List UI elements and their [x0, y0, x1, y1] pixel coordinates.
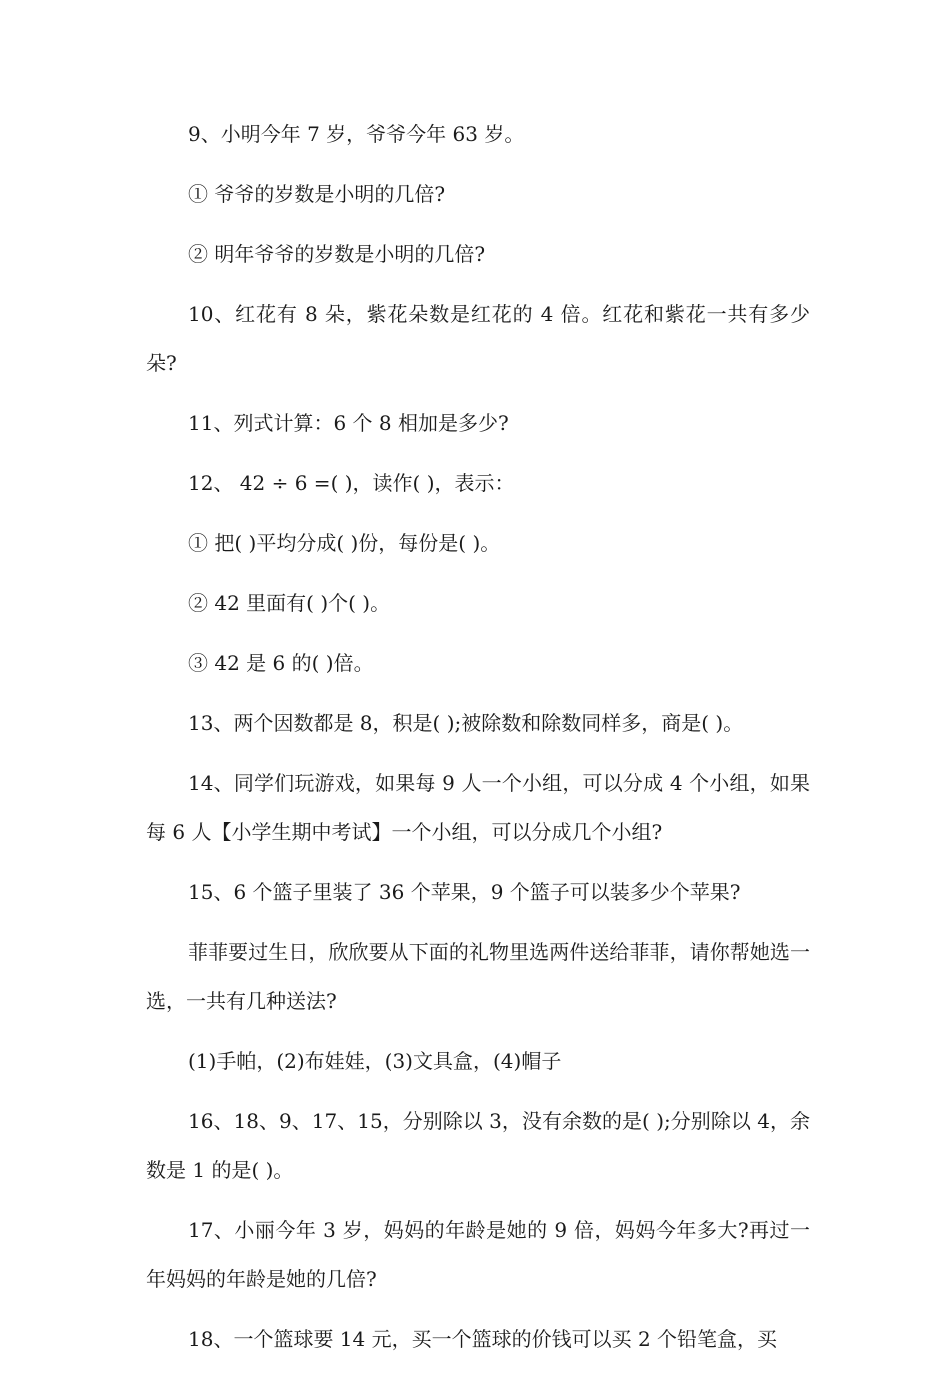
question-13: 13、两个因数都是 8，积是( );被除数和除数同样多，商是( )。: [188, 711, 744, 735]
question-17: 17、小丽今年 3 岁，妈妈的年龄是她的 9 倍，妈妈今年多大?再过一年妈妈的年龄是她的几倍?: [146, 1218, 810, 1291]
question-10: 10、红花有 8 朵，紫花朵数是红花的 4 倍。红花和紫花一共有多少朵?: [146, 302, 810, 375]
document-page: [146, 110, 810, 1375]
question-12-part-3: ③ 42 是 6 的( )倍。: [188, 651, 374, 675]
question-12-part-1: ① 把( )平均分成( )份，每份是( )。: [188, 531, 501, 555]
question-9: 9、小明今年 7 岁，爷爷今年 63 岁。: [188, 122, 525, 146]
gift-options: (1)手帕，(2)布娃娃，(3)文具盒，(4)帽子: [188, 1049, 562, 1073]
question-9-part-2: ② 明年爷爷的岁数是小明的几倍?: [188, 242, 486, 266]
gift-question: 菲菲要过生日，欣欣要从下面的礼物里选两件送给菲菲，请你帮她选一选，一共有几种送法?: [146, 940, 810, 1013]
question-14: 14、同学们玩游戏，如果每 9 人一个小组，可以分成 4 个小组，如果每 6 人【小学生期中考试】一个小组，可以分成几个小组?: [146, 771, 810, 844]
question-15: 15、6 个篮子里装了 36 个苹果，9 个篮子可以装多少个苹果?: [188, 880, 741, 904]
question-18: 18、一个篮球要 14 元，买一个篮球的价钱可以买 2 个铅笔盒，买: [188, 1327, 778, 1351]
question-11: 11、列式计算：6 个 8 相加是多少?: [188, 411, 509, 435]
question-16: 16、18、9、17、15，分别除以 3，没有余数的是( );分别除以 4，余数是 1 的是( )。: [146, 1109, 810, 1182]
question-12: 12、 42 ÷ 6 =( )，读作( )，表示：: [188, 471, 515, 495]
question-9-part-1: ① 爷爷的岁数是小明的几倍?: [188, 182, 446, 206]
question-12-part-2: ② 42 里面有( )个( )。: [188, 591, 391, 615]
